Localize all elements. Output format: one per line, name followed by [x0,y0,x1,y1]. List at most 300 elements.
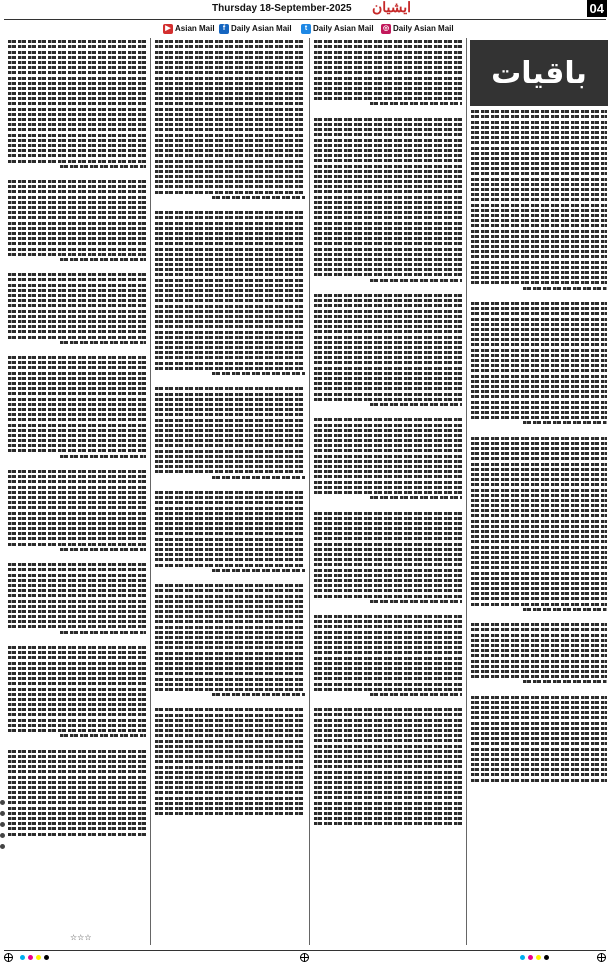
text-line [314,620,462,623]
text-line [155,460,305,463]
text-line [314,118,462,121]
text-line [8,180,146,183]
text-line [155,740,305,743]
instagram-icon: ◎ [382,24,390,32]
text-line [314,481,462,484]
text-line [155,434,305,437]
text-line [60,341,146,344]
text-line [471,240,607,243]
text-line [471,152,607,155]
text-line [8,589,146,592]
paragraph-gap [8,460,146,468]
text-line [155,408,305,411]
text-line [314,615,462,618]
text-line [155,724,305,727]
text-line [8,496,146,499]
text-line [8,563,146,566]
text-line [155,102,305,105]
text-line [314,662,462,665]
text-line [8,294,146,297]
text-line [471,587,607,590]
text-line [8,682,146,685]
text-line [314,216,462,219]
text-line [314,320,462,323]
text-line [155,708,305,711]
text-line [471,364,607,367]
text-line [8,470,146,473]
text-line [314,683,462,686]
text-line [314,51,462,54]
text-line [8,424,146,427]
text-line [471,162,607,165]
text-line [8,398,146,401]
text-line [471,437,607,440]
text-line [471,572,607,575]
text-line [471,359,607,362]
text-line [155,501,305,504]
text-column-2 [155,38,305,945]
text-line [155,299,305,302]
text-line [155,646,305,649]
text-line [8,102,146,105]
text-line [471,592,607,595]
text-line [8,620,146,623]
text-line [155,615,305,618]
text-line [155,589,305,592]
text-line [314,631,462,634]
paragraph-gap [314,284,462,292]
text-line [471,556,607,559]
text-line [314,739,462,742]
social-label: Daily Asian Mail [313,24,374,33]
text-line [314,330,462,333]
text-line [314,817,462,820]
text-line [314,144,462,147]
text-line [471,338,607,341]
text-line [314,372,462,375]
footer-rule [4,950,606,951]
text-line [471,131,607,134]
text-line [471,328,607,331]
text-line [8,325,146,328]
text-line [8,87,146,90]
text-line [314,237,462,240]
text-line [314,133,462,136]
text-line [314,776,462,779]
text-line [314,755,462,758]
text-line [314,719,462,722]
text-line [471,452,607,455]
text-line [314,791,462,794]
paragraph-gap [471,426,607,434]
paragraph-gap [8,346,146,354]
text-line [155,419,305,422]
text-line [471,442,607,445]
text-line [314,807,462,810]
text-line [155,745,305,748]
text-line [471,416,607,419]
text-line [155,662,305,665]
paragraph-gap [471,685,607,693]
text-line [471,172,607,175]
text-line [314,729,462,732]
text-line [471,255,607,258]
text-line [314,325,462,328]
text-line [471,540,607,543]
text-line [155,641,305,644]
text-line [155,393,305,396]
text-line [155,812,305,815]
facebook-icon: f [219,24,229,34]
text-line [314,672,462,675]
text-line [8,356,146,359]
text-line [8,77,146,80]
text-line [314,92,462,95]
text-line [471,401,607,404]
text-line [8,154,146,157]
text-line [155,626,305,629]
text-line [314,667,462,670]
text-line [8,366,146,369]
text-line [314,651,462,654]
text-line [155,491,305,494]
end-stars: ☆☆☆ [70,933,92,942]
text-line [155,263,305,266]
text-line [314,377,462,380]
text-line [8,216,146,219]
text-line [8,506,146,509]
text-line [314,180,462,183]
text-line [8,776,146,779]
text-line [8,336,146,339]
text-line [155,289,305,292]
text-line [155,413,305,416]
column-divider [309,38,310,945]
text-line [314,584,462,587]
text-line [8,278,146,281]
text-line [8,320,146,323]
text-line [314,211,462,214]
text-line [155,325,305,328]
text-line [471,535,607,538]
text-line [155,268,305,271]
text-line [8,315,146,318]
text-line [314,361,462,364]
text-line [8,501,146,504]
text-line [471,312,607,315]
text-line [8,600,146,603]
text-line [314,304,462,307]
text-line [155,346,305,349]
text-line [155,734,305,737]
text-line [212,693,305,696]
text-line [155,118,305,121]
section-title-box [470,40,608,106]
text-line [155,113,305,116]
text-line [8,610,146,613]
text-line [155,170,305,173]
text-line [314,657,462,660]
text-line [155,766,305,769]
section-title: باقیات [491,55,587,91]
text-line [8,791,146,794]
text-line [314,40,462,43]
social-youtube [163,22,215,35]
text-line [155,216,305,219]
text-line [8,543,146,546]
text-line [212,372,305,375]
text-line [523,608,607,611]
paragraph-gap [314,605,462,613]
issue-date: Thursday 18-September-2025 [212,3,352,14]
text-line [155,128,305,131]
text-line [370,102,462,105]
text-line [155,97,305,100]
text-line [314,734,462,737]
text-line [471,520,607,523]
text-line [314,470,462,473]
text-line [8,812,146,815]
text-line [155,160,305,163]
text-line [155,253,305,256]
text-line [8,703,146,706]
text-line [8,594,146,597]
text-line [155,439,305,442]
paragraph-gap [155,698,305,706]
text-line [471,198,607,201]
text-line [155,331,305,334]
page-number: 04 [587,0,607,17]
text-line [314,227,462,230]
text-line [471,141,607,144]
text-line [155,356,305,359]
text-line [471,188,607,191]
text-line [471,773,607,776]
text-line [471,644,607,647]
text-line [314,677,462,680]
text-line [8,693,146,696]
text-line [8,713,146,716]
text-line [8,113,146,116]
text-line [314,688,462,691]
text-line [314,393,462,396]
text-line [155,429,305,432]
text-line [8,299,146,302]
text-line [8,480,146,483]
text-line [471,250,607,253]
text-line [471,167,607,170]
text-line [155,802,305,805]
text-line [471,499,607,502]
text-line [314,310,462,313]
social-label: Asian Mail [175,24,215,33]
text-line [314,294,462,297]
text-line [8,382,146,385]
text-line [60,631,146,634]
text-line [314,351,462,354]
text-line [314,781,462,784]
text-line [314,382,462,385]
text-line [314,232,462,235]
text-line [314,771,462,774]
text-line [8,698,146,701]
text-line [155,154,305,157]
text-line [155,605,305,608]
text-line [471,318,607,321]
text-line [8,708,146,711]
text-line [314,170,462,173]
text-line [8,56,146,59]
text-line [314,190,462,193]
paragraph-gap [8,263,146,271]
text-line [314,139,462,142]
text-line [471,463,607,466]
text-line [155,362,305,365]
paragraph-gap [155,481,305,489]
text-line [8,304,146,307]
text-line [471,447,607,450]
text-line [314,646,462,649]
paragraph-gap [314,108,462,116]
text-line [155,678,305,681]
text-line [471,566,607,569]
text-line [60,165,146,168]
text-line [471,628,607,631]
text-line [471,561,607,564]
text-line [8,672,146,675]
text-line [471,214,607,217]
text-line [8,377,146,380]
text-line [314,315,462,318]
text-line [8,190,146,193]
text-line [8,253,146,256]
text-line [8,770,146,773]
text-line [471,281,607,284]
text-line [155,548,305,551]
text-line [155,87,305,90]
text-line [8,97,146,100]
text-line [314,449,462,452]
text-line [155,237,305,240]
text-line [314,258,462,261]
text-line [471,235,607,238]
text-line [314,87,462,90]
social-instagram [381,22,454,35]
text-line [155,294,305,297]
text-line [471,245,607,248]
text-line [155,284,305,287]
text-line [155,51,305,54]
paragraph-gap [8,553,146,561]
text-line [155,149,305,152]
text-line [471,478,607,481]
text-line [471,266,607,269]
text-line [8,517,146,520]
text-line [471,271,607,274]
text-column-4 [471,108,607,945]
text-line [471,665,607,668]
text-line [314,569,462,572]
text-line [8,786,146,789]
text-line [523,421,607,424]
text-line [8,92,146,95]
text-line [471,369,607,372]
social-label: Daily Asian Mail [393,24,454,33]
text-line [471,742,607,745]
text-line [8,449,146,452]
text-line [155,123,305,126]
text-line [471,219,607,222]
column-divider [150,38,151,945]
text-line [8,662,146,665]
text-line [471,582,607,585]
text-line [314,263,462,266]
text-line [471,457,607,460]
text-line [8,579,146,582]
text-line [8,646,146,649]
text-line [314,455,462,458]
text-line [314,708,462,711]
text-line [471,473,607,476]
text-line [8,196,146,199]
text-line [8,108,146,111]
text-line [155,791,305,794]
text-line [155,77,305,80]
text-line [8,284,146,287]
text-line [8,491,146,494]
text-line [471,753,607,756]
text-line [155,82,305,85]
text-line [155,398,305,401]
text-line [314,201,462,204]
text-line [155,444,305,447]
text-line [155,527,305,530]
text-line [314,439,462,442]
text-line [8,833,146,836]
text-line [471,343,607,346]
text-line [471,634,607,637]
text-line [471,597,607,600]
text-line [8,439,146,442]
text-line [155,56,305,59]
text-line [471,706,607,709]
text-line [155,165,305,168]
text-line [155,776,305,779]
text-line [314,765,462,768]
text-line [155,66,305,69]
color-bar [520,955,549,960]
text-line [8,605,146,608]
text-line [8,568,146,571]
text-line [471,115,607,118]
text-line [314,77,462,80]
text-line [8,201,146,204]
text-line [155,553,305,556]
text-line [314,579,462,582]
text-line [8,144,146,147]
text-line [8,418,146,421]
text-line [314,268,462,271]
text-line [8,667,146,670]
text-line [8,760,146,763]
text-line [8,232,146,235]
text-line [314,123,462,126]
text-line [8,827,146,830]
text-line [8,387,146,390]
text-line [471,779,607,782]
text-line [471,136,607,139]
text-line [8,750,146,753]
